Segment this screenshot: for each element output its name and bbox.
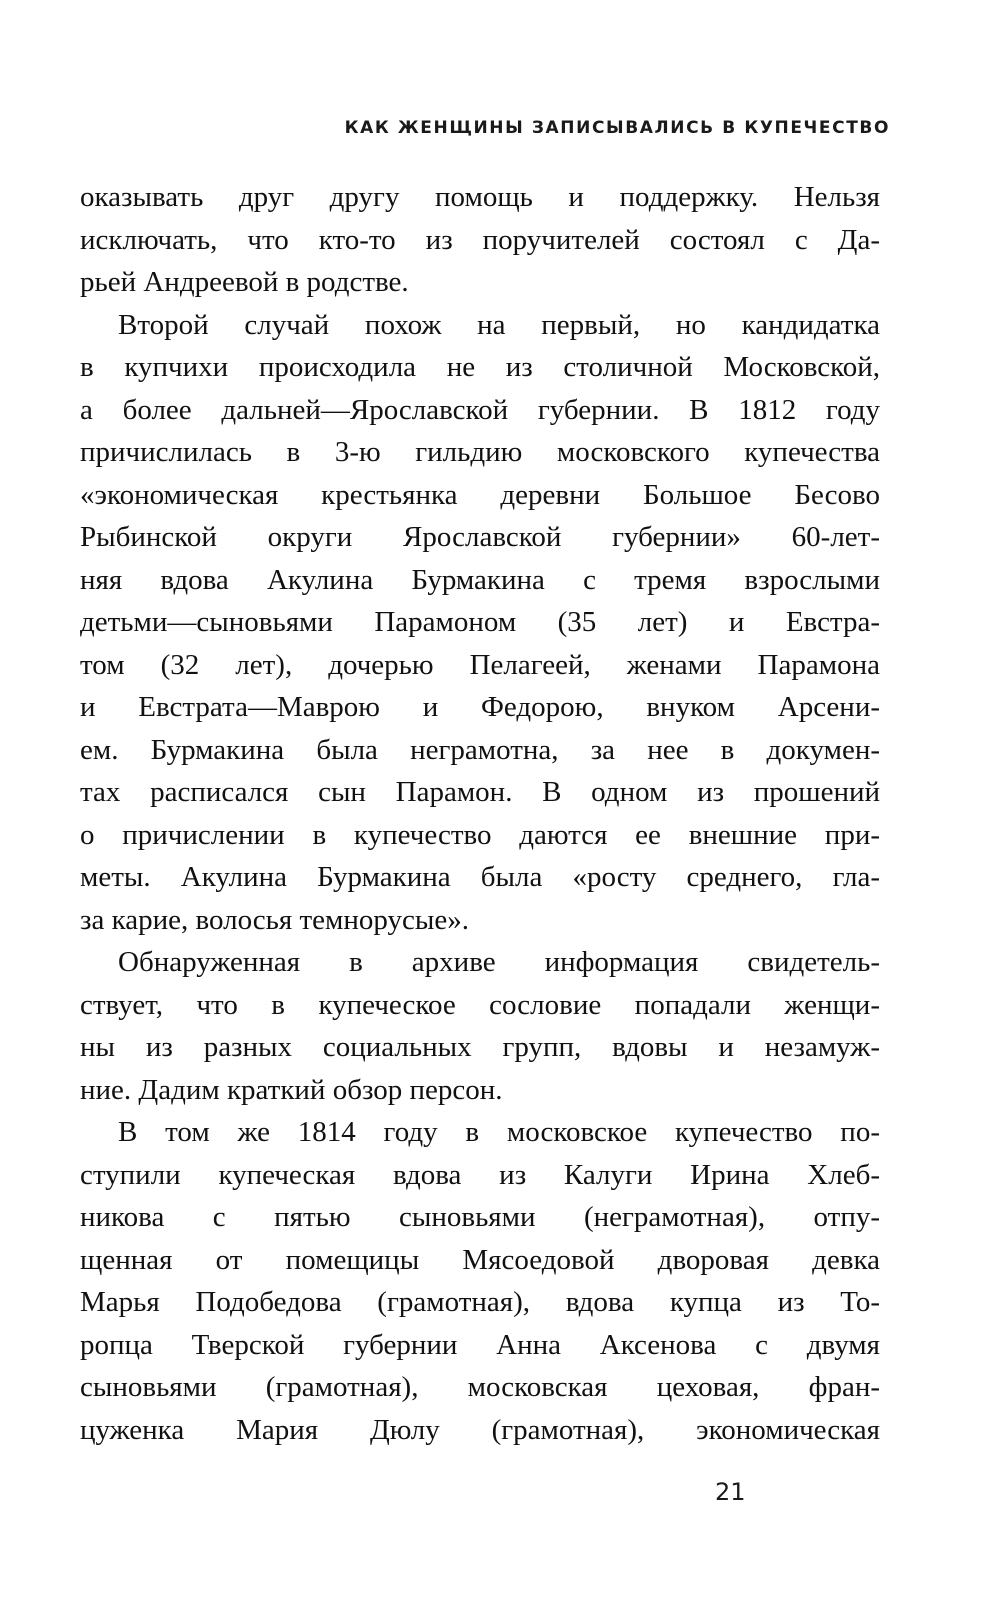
text-line: том (32 лет), дочерью Пелагеей, женами Парамона [80,648,880,681]
text-line: ны из разных социальных групп, вдовы и незамуж- [80,1031,880,1063]
text-line: Рыбинской округи Ярославской губернии» 60-лет- [80,521,880,553]
body-text [80,176,880,1451]
text-line: сыновьями (грамотная), московская цеховая, фран- [80,1371,880,1403]
text-line: цуженка Мария Дюлу (грамотная), экономическая [80,1413,880,1446]
text-line: о причислении в купечество даются ее внешние при- [80,818,880,851]
text-line: меты. Акулина Бурмакина была «росту среднего, гла- [80,861,880,893]
text-line: никова с пятью сыновьями (неграмотная), отпу- [80,1201,880,1233]
paragraph [80,1111,880,1451]
text-line: причислилась в 3-ю гильдию московского купечества [80,436,880,468]
text-line: оказывать друг другу помощь и поддержку. Нельзя [80,181,880,213]
text-line: ем. Бурмакина была неграмотна, за нее в докумен- [80,733,880,766]
text-line: Марья Подобедова (грамотная), вдова купца из То- [80,1286,880,1318]
text-line: тах расписался сын Парамон. В одном из прошений [80,776,880,808]
text-line: ропца Тверской губернии Анна Аксенова с двумя [80,1328,880,1361]
text-line: «экономическая крестьянка деревни Большое Бесово [80,478,880,511]
paragraph [80,176,880,304]
text-line: в купчихи происходила не из столичной Московской, [80,351,880,383]
text-line: исключать, что кто-то из поручителей состоял с Да- [80,223,880,256]
text-line: няя вдова Акулина Бурмакина с тремя взрослыми [80,563,880,596]
text-line: а более дальней—Ярославской губернии. В 1812 году [80,393,880,426]
running-head: КАК ЖЕНЩИНЫ ЗАПИСЫВАЛИСЬ В КУПЕЧЕСТВО [344,118,890,138]
text-line: за карие, волосья темнорусые». [80,903,469,936]
text-line: рьей Андреевой в родстве. [80,266,409,298]
text-line: В том же 1814 году в московское купечество по- [118,1116,880,1148]
text-line: Второй случай похож на первый, но кандидатка [118,308,880,341]
text-line: щенная от помещицы Мясоедовой дворовая девка [80,1243,880,1276]
text-line: Обнаруженная в архиве информация свидетель- [118,946,880,978]
text-line: детьми—сыновьями Парамоном (35 лет) и Евстра- [80,606,880,638]
text-line: ступили купеческая вдова из Калуги Ирина Хлеб- [80,1158,880,1191]
paragraph [80,941,880,1111]
text-line: и Евстрата—Маврою и Федорою, внуком Арсени- [80,691,880,723]
paragraph [80,304,880,942]
page-number: 21 [715,1478,746,1506]
text-line: ние. Дадим краткий обзор персон. [80,1073,503,1106]
text-line: ствует, что в купеческое сословие попадали женщи- [80,988,880,1021]
